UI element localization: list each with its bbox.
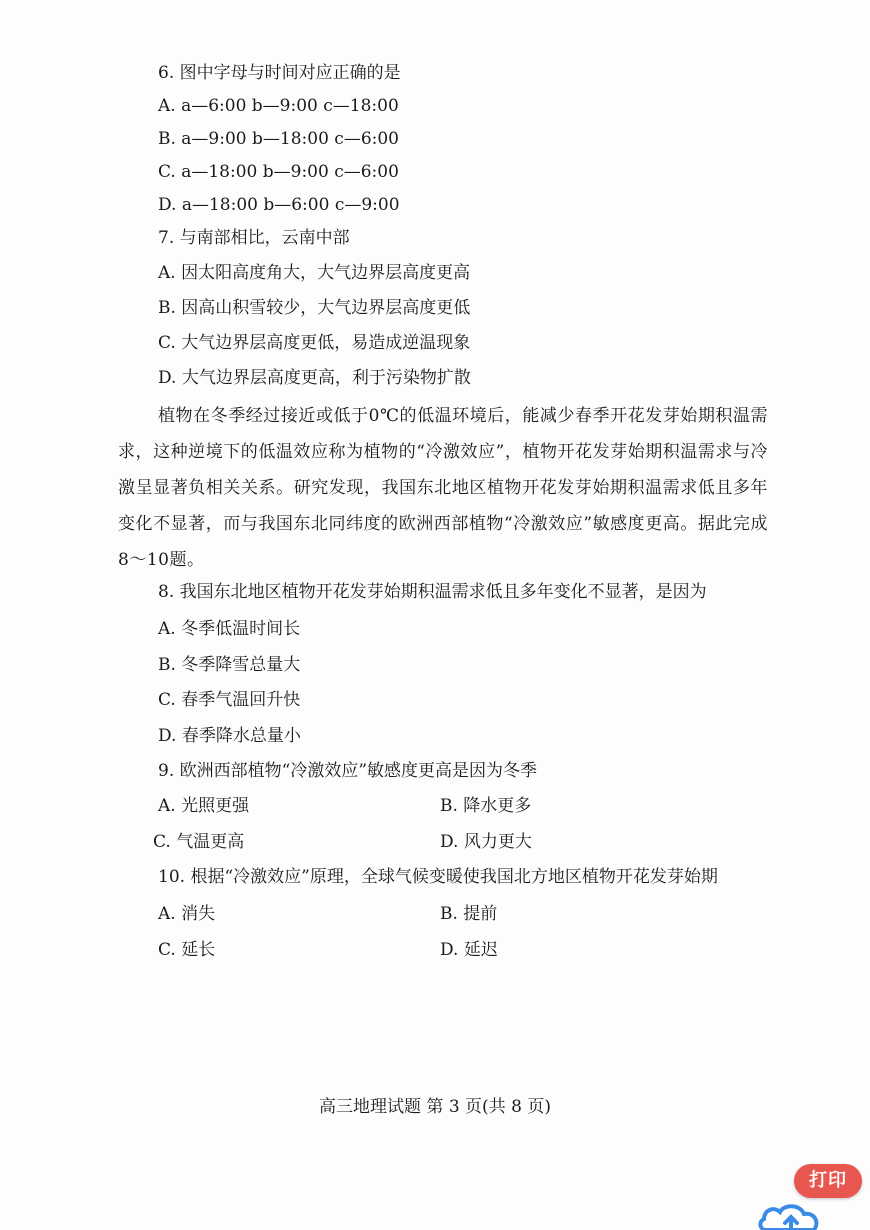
q8-option-d: D. 春季降水总量小 bbox=[158, 726, 301, 746]
q9-option-b: B. 降水更多 bbox=[440, 796, 532, 816]
q8-stem: 8. 我国东北地区植物开花发芽始期积温需求低且多年变化不显著，是因为 bbox=[158, 582, 707, 602]
q7-stem: 7. 与南部相比，云南中部 bbox=[158, 228, 350, 248]
print-button[interactable]: 打印 bbox=[794, 1164, 862, 1198]
q9-option-d: D. 风力更大 bbox=[440, 832, 532, 852]
q9-stem: 9. 欧洲西部植物“冷激效应”敏感度更高是因为冬季 bbox=[158, 761, 538, 781]
q7-option-d: D. 大气边界层高度更高，利于污染物扩散 bbox=[158, 368, 471, 388]
q6-option-a: A. a—6:00 b—9:00 c—18:00 bbox=[158, 96, 399, 116]
q7-option-a: A. 因太阳高度角大，大气边界层高度更高 bbox=[158, 263, 471, 283]
q9-option-c: C. 气温更高 bbox=[153, 832, 245, 852]
q8-option-b: B. 冬季降雪总量大 bbox=[158, 655, 301, 675]
q7-option-b: B. 因高山积雪较少，大气边界层高度更低 bbox=[158, 298, 471, 318]
q10-option-b: B. 提前 bbox=[440, 904, 498, 924]
q10-option-a: A. 消失 bbox=[158, 904, 216, 924]
cloud-upload-icon[interactable] bbox=[756, 1200, 826, 1230]
q6-option-d: D. a—18:00 b—6:00 c—9:00 bbox=[158, 195, 400, 215]
q6-stem: 6. 图中字母与时间对应正确的是 bbox=[158, 63, 401, 83]
q9-option-a: A. 光照更强 bbox=[158, 796, 250, 816]
q6-option-b: B. a—9:00 b—18:00 c—6:00 bbox=[158, 129, 399, 149]
q7-option-c: C. 大气边界层高度更低，易造成逆温现象 bbox=[158, 333, 471, 353]
page-footer: 高三地理试题 第 3 页(共 8 页) bbox=[319, 1097, 551, 1117]
q10-stem: 10. 根据“冷激效应”原理，全球气候变暖使我国北方地区植物开花发芽始期 bbox=[158, 867, 718, 887]
q6-option-c: C. a—18:00 b—9:00 c—6:00 bbox=[158, 162, 399, 182]
q8-option-c: C. 春季气温回升快 bbox=[158, 690, 301, 710]
q8-option-a: A. 冬季低温时间长 bbox=[158, 619, 301, 639]
q10-option-c: C. 延长 bbox=[158, 940, 216, 960]
reading-passage: 植物在冬季经过接近或低于0℃的低温环境后，能减少春季开花发芽始期积温需求，这种逆境下的低温效应称为植物的“冷激效应”，植物开花发芽始期积温需求与冷激呈显著负相关关系。研究发现，我国东北地区植物开花发芽始期积温需求低且多年变化不显著，而与我国东北同纬度的欧洲西部植物“冷激效应”敏感度更高。据此完成8～10题。 bbox=[118, 406, 768, 570]
q10-option-d: D. 延迟 bbox=[440, 940, 498, 960]
